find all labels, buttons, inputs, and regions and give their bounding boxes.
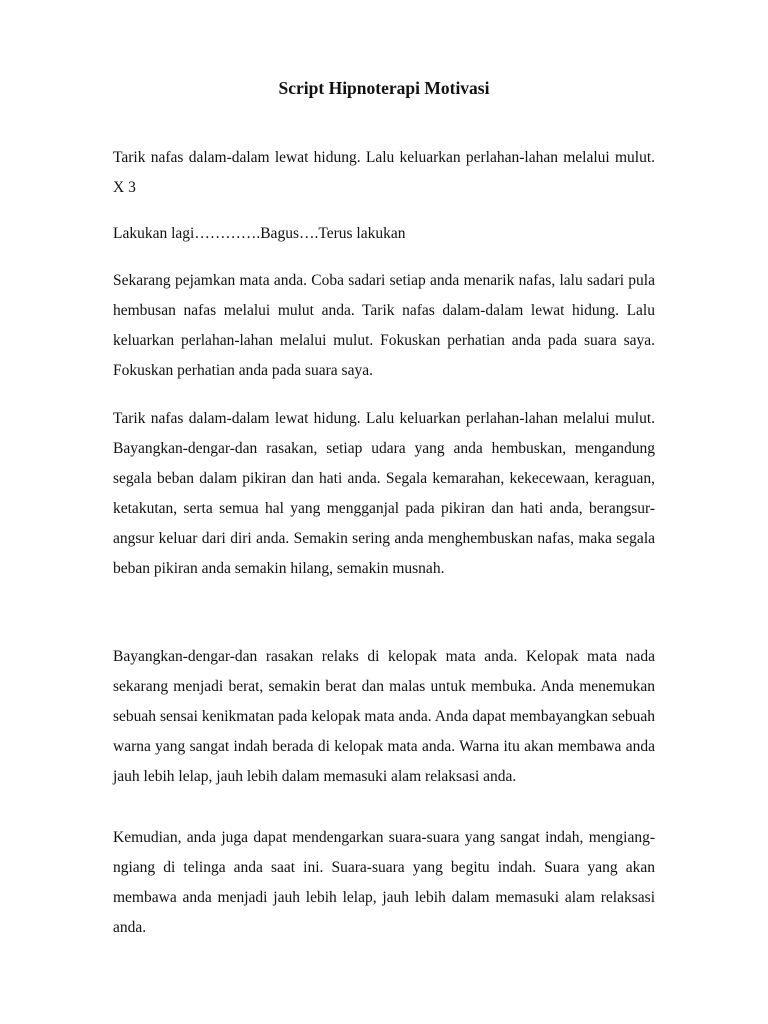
paragraph-3: Sekarang pejamkan mata anda. Coba sadari setiap anda menarik nafas, lalu sadari pula hembusan nafas melalui mulut anda. Tarik nafas dalam-dalam lewat hidung. Lalu keluarkan perlahan-lahan melalui mulut. Fokuskan perhatian anda pada suara saya. Fokuskan perhatian anda pada suara saya. bbox=[113, 272, 655, 379]
paragraph-6: Kemudian, anda juga dapat mendengarkan suara-suara yang sangat indah, mengiang-ngiang di telinga anda saat ini. Suara-suara yang begitu indah. Suara yang akan membawa anda menjadi jauh lebih lelap, jauh lebih dalam memasuki alam relaksasi anda. bbox=[113, 829, 655, 936]
paragraph-4: Tarik nafas dalam-dalam lewat hidung. Lalu keluarkan perlahan-lahan melalui mulut. Bayangkan-dengar-dan rasakan, setiap udara yang anda hembuskan, mengandung segala beban dalam pikiran dan hati anda. Segala kemarahan, kekecewaan, keraguan, ketakutan, serta semua hal yang mengganjal pada pikiran dan hati anda, berangsur-angsur keluar dari diri anda. Semakin sering anda menghembuskan nafas, maka segala beban pikiran anda semakin hilang, semakin musnah. bbox=[113, 410, 655, 577]
document-title: Script Hipnoterapi Motivasi bbox=[278, 78, 490, 98]
paragraph-5: Bayangkan-dengar-dan rasakan relaks di kelopak mata anda. Kelopak mata nada sekarang menjadi berat, semakin berat dan malas untuk membuka. Anda menemukan sebuah sensai kenikmatan pada kelopak mata anda. Anda dapat membayangkan sebuah warna yang sangat indah berada di kelopak mata anda. Warna itu akan membawa anda jauh lebih lelap, jauh lebih dalam memasuki alam relaksasi anda. bbox=[113, 648, 655, 785]
paragraph-2: Lakukan lagi………….Bagus….Terus lakukan bbox=[113, 225, 406, 242]
paragraph-1: Tarik nafas dalam-dalam lewat hidung. Lalu keluarkan perlahan-lahan melalui mulut. X 3 bbox=[113, 149, 655, 196]
